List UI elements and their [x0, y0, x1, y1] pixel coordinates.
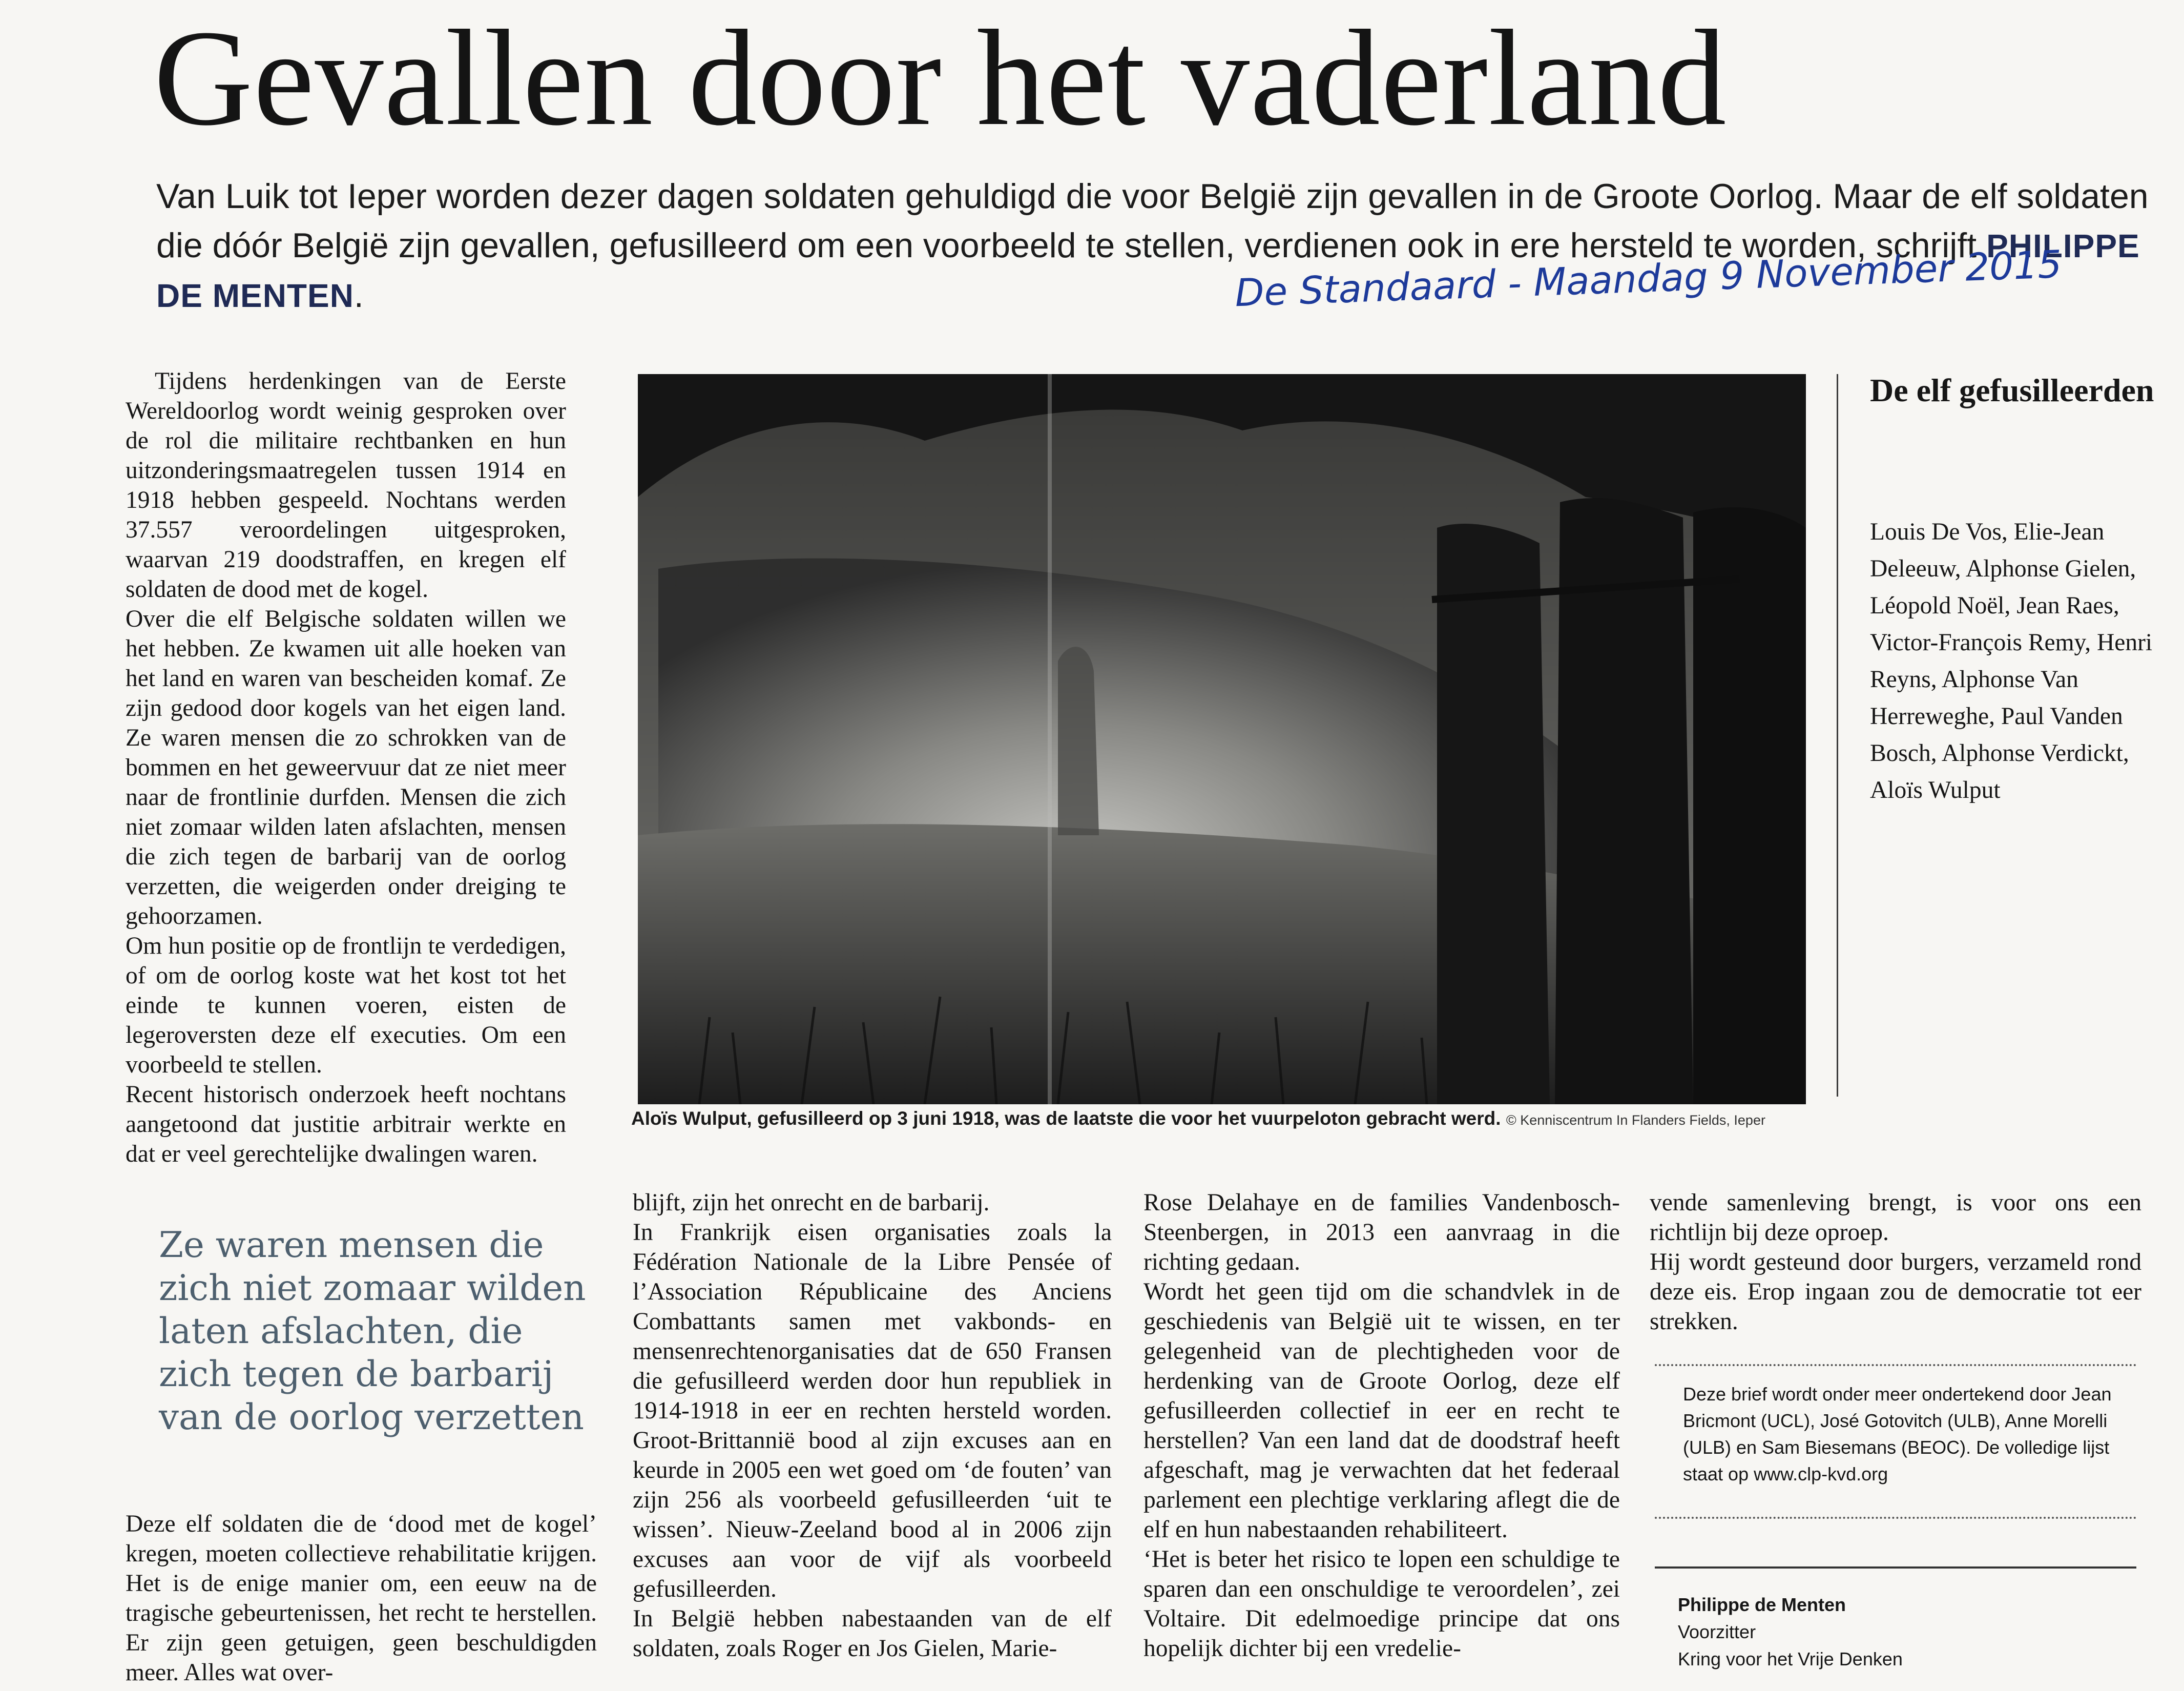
paragraph: Rose Delahaye en de families Vandenbosch-Steenbergen, in 2013 een aanvraag in die richting gedaan.: [1143, 1189, 1620, 1275]
author-block: [1678, 1591, 2139, 1673]
pull-quote: Ze waren mensen die zich niet zomaar wilden laten afslachten, die zich tegen de barbarij van de oorlog verzetten: [159, 1225, 586, 1438]
paragraph: Wordt het geen tijd om die schandvlek in de geschiedenis van België uit te wissen, en ter gelegenheid van de plechtigheden voor de herdenking van de Groote Oorlog, deze elf gefusilleerden collectief in eer en recht te herstellen? Van een land dat de doodstraf heeft afgeschaft, mag je verwachten dat het federaal parlement een plechtige verklaring aflegt die de elf en hun nabestaanden rehabiliteert.: [1143, 1278, 1620, 1543]
paragraph: In Frankrijk eisen organisaties zoals la Fédération Nationale de la Libre Pensée of l’Association Républicaine des Anciens Combattants samen met vakbonds- en mensenrechtenorganisaties dat de 650 Fransen die gefusilleerd werden door hun republiek in 1914-1918 in eer en rechten hersteld worden. Groot-Brittannië bood al zijn excuses aan en keurde in 2005 een wet goed om ‘de fouten’ van zijn 256 als voorbeeld gefusilleerden ‘uit te wissen’. Nieuw-Zeeland bood al in 2006 zijn excuses aan voor de vijf als voorbeeld gefusilleerden.: [633, 1219, 1112, 1602]
dotted-divider: [1655, 1364, 2136, 1366]
photo-caption: [631, 1108, 1861, 1129]
paragraph: Om hun positie op de frontlijn te verdedigen, of om de oorlog koste wat het kost tot het einde te kunnen voeren, eisten de legeroversten deze elf executies. Om een voorbeeld te stellen.: [126, 933, 566, 1078]
paragraph: vende samenleving brengt, is voor ons een richtlijn bij deze oproep.: [1650, 1189, 2141, 1246]
column-1: [126, 366, 566, 1169]
sidebar-names: Louis De Vos, Elie-Jean Deleeuw, Alphonse Gielen, Léopold Noël, Jean Raes, Victor-François Remy, Henri Reyns, Alphonse Van Herreweghe, Paul Vanden Bosch, Alphonse Verdickt, Aloïs Wulput: [1870, 519, 2153, 803]
handwritten-note: De Standaard - Maandag 9 November 2015: [1234, 242, 2063, 316]
paragraph: ‘Het is beter het risico te lopen een schuldige te sparen dan een onschuldige te veroordelen’, zei Voltaire. Dit edelmoedige principe dat ons hopelijk dichter bij een vredelie-: [1143, 1546, 1620, 1662]
photo-credit: © Kenniscentrum In Flanders Fields, Ieper: [1506, 1112, 1765, 1128]
paragraph: blijft, zijn het onrecht en de barbarij.: [633, 1189, 990, 1216]
column-1-continued: [126, 1509, 597, 1687]
column-3: [1143, 1188, 1620, 1663]
author-role: Voorzitter: [1678, 1621, 1756, 1642]
article-photo: [638, 374, 1806, 1104]
intro-author: PHILIPPE DE MENTEN: [156, 228, 2140, 314]
column-4: [1650, 1188, 2141, 1336]
intro-end: .: [353, 276, 364, 315]
soldier-silhouette-1: [1437, 524, 1550, 1104]
paragraph: Hij wordt gesteund door burgers, verzameld rond deze eis. Erop ingaan zou de democratie tot eer strekken.: [1650, 1249, 2141, 1335]
dotted-divider: [1655, 1517, 2136, 1519]
condemned-figure: [1058, 647, 1099, 835]
headline: Gevallen door het vaderland: [154, 2, 1727, 154]
paragraph: Tijdens herdenkingen van de Eerste Wereldoorlog wordt weinig gesproken over de rol die militaire rechtbanken en hun uitzonderingsmaatregelen tussen 1914 en 1918 hebben gespeeld. Nochtans werden 37.557 veroordelingen uitgesproken, waarvan 219 doodstraffen, en kregen elf soldaten de dood met de kogel.: [126, 368, 566, 603]
paragraph: Deze elf soldaten die de ‘dood met de kogel’ kregen, moeten collectieve rehabilitatie krijgen. Het is de enige manier om, een eeuw na de tragische gebeurtenissen, het recht te herstellen. Er zijn geen getuigen, geen beschuldigden meer. Alles wat over-: [126, 1511, 597, 1686]
photo-illustration: [638, 374, 1806, 1104]
author-rule: [1655, 1566, 2136, 1569]
author-organization: Kring voor het Vrije Denken: [1678, 1648, 1903, 1669]
author-name: Philippe de Menten: [1678, 1594, 1846, 1615]
intro-text: Van Luik tot Ieper worden dezer dagen soldaten gehuldigd die voor België zijn gevallen in de Groote Oorlog. Maar de elf soldaten die dóór België zijn gevallen, gefusilleerd om een voorbeeld te stellen, verdienen ook in ere hersteld te worden, schrijft: [156, 177, 2149, 265]
paragraph: Over die elf Belgische soldaten willen we het hebben. Ze kwamen uit alle hoeken van het land en waren van bescheiden komaf. Ze zijn gedood door kogels van het eigen land. Ze waren mensen die zo schrokken van de bommen en het geweervuur dat ze niet meer naar de frontlinie durfden. Mensen die zich niet zomaar wilden laten afslachten, mensen die zich tegen de barbarij van de oorlog verzetten, die weigerden onder dreiging te gehoorzamen.: [126, 606, 566, 930]
paragraph: Recent historisch onderzoek heeft nochtans aangetoond dat justitie arbitrair werkte en dat er veel gerechtelijke dwalingen waren.: [126, 1081, 566, 1167]
sidebar-title: De elf gefusilleerden: [1870, 372, 2154, 408]
column-2: [633, 1188, 1112, 1663]
sidebar-rule: [1837, 374, 1838, 1097]
intro-lede: [156, 172, 2154, 320]
signatories-note: Deze brief wordt onder meer ondertekend door Jean Bricmont (UCL), José Gotovitch (ULB), Anne Morelli (ULB) en Sam Biesemans (BEOC). De volledige lijst staat op www.clp-kvd.org: [1683, 1384, 2112, 1484]
paragraph: In België hebben nabestaanden van de elf soldaten, zoals Roger en Jos Gielen, Marie-: [633, 1605, 1112, 1662]
caption-text: Aloïs Wulput, gefusilleerd op 3 juni 1918, was de laatste die voor het vuurpeloton gebracht werd.: [631, 1108, 1501, 1129]
